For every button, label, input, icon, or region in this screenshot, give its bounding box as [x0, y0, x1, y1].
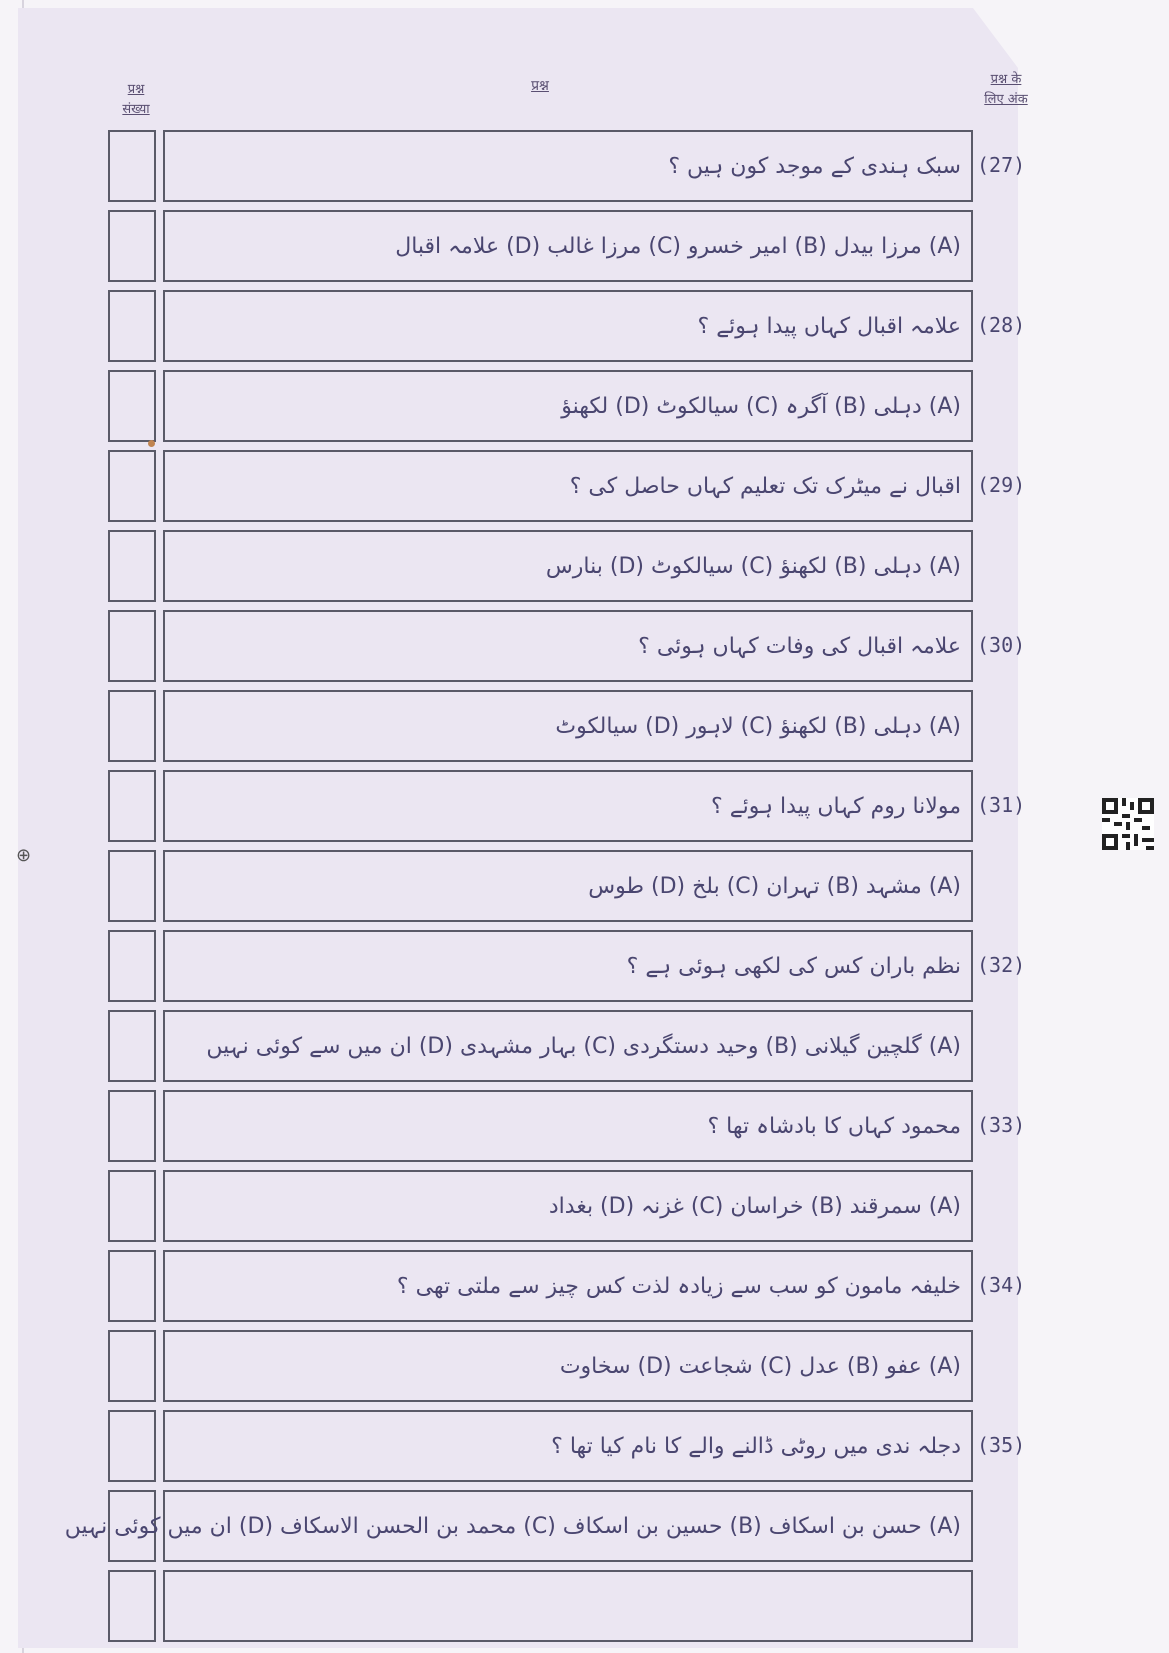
question-number-cell — [108, 1090, 156, 1162]
question-number-label — [977, 370, 1047, 442]
question-number-cell — [108, 1410, 156, 1482]
question-text-cell — [163, 690, 973, 762]
question-text-cell — [163, 1330, 973, 1402]
question-number-cell — [108, 130, 156, 202]
question-text: (A) مشہد (B) تہران (C) بلخ (D) طوس — [588, 874, 961, 899]
question-number-label — [977, 1490, 1047, 1562]
question-text-cell — [163, 850, 973, 922]
header-right-line2: लिए अंक — [984, 92, 1028, 107]
question-number-cell — [108, 530, 156, 602]
table-row — [108, 130, 1026, 204]
header-right-line1: प्रश्न के — [990, 72, 1022, 87]
header-marks — [968, 70, 1044, 110]
table-row — [108, 850, 974, 924]
header-left-line2: संख्या — [122, 102, 150, 117]
question-number-cell — [108, 1010, 156, 1082]
header-left-line1: प्रश्न — [127, 82, 145, 97]
question-number-cell — [108, 930, 156, 1002]
question-text-cell — [163, 130, 973, 202]
question-text: خلیفہ مامون کو سب سے زیادہ لذت کس چیز سے ملتی تھی ؟ — [396, 1274, 961, 1299]
question-text-cell — [163, 210, 973, 282]
question-number-label: (30) — [977, 633, 1026, 657]
question-text: مولانا روم کہاں پیدا ہوئے ؟ — [711, 794, 961, 819]
question-table — [64, 130, 1026, 1650]
question-number-label — [977, 1570, 1047, 1642]
question-text — [177, 1572, 961, 1640]
table-row — [108, 1010, 974, 1084]
table-row — [108, 1170, 974, 1244]
question-text: (A) عفو (B) عدل (C) شجاعت (D) سخاوت — [559, 1354, 961, 1379]
question-number-label — [977, 1010, 1047, 1082]
question-number-label: (27) — [977, 153, 1026, 177]
question-text: دجلہ ندی میں روٹی ڈالنے والے کا نام کیا تھا ؟ — [551, 1434, 961, 1459]
table-row — [108, 370, 974, 444]
question-number-cell — [108, 1330, 156, 1402]
question-number-cell — [108, 210, 156, 282]
header-question-number — [108, 80, 164, 120]
question-number-label — [977, 690, 1047, 762]
qr-code-icon — [1102, 798, 1154, 850]
table-row — [108, 610, 1026, 684]
question-text: (A) دہلی (B) آگرہ (C) سیالکوٹ (D) لکھنؤ — [561, 394, 961, 419]
question-text-cell — [163, 290, 973, 362]
table-row — [64, 1490, 974, 1564]
question-number-label: (31) — [977, 793, 1026, 817]
question-number-label: (34) — [977, 1273, 1026, 1297]
question-text: (A) گلچین گیلانی (B) وحید دستگردی (C) بہار مشہدی (D) ان میں سے کوئی نہیں — [206, 1034, 961, 1059]
question-text-cell — [163, 930, 973, 1002]
question-number-label — [977, 210, 1047, 282]
question-number-label: (33) — [977, 1113, 1026, 1137]
question-number-cell — [108, 370, 156, 442]
question-text-cell — [163, 1170, 973, 1242]
question-text: محمود کہاں کا بادشاہ تھا ؟ — [707, 1114, 961, 1139]
question-text: علامہ اقبال کی وفات کہاں ہوئی ؟ — [638, 634, 961, 659]
question-number-cell — [108, 770, 156, 842]
table-row — [108, 530, 974, 604]
question-number-label — [977, 1170, 1047, 1242]
question-number-cell — [108, 290, 156, 362]
question-number-cell — [108, 850, 156, 922]
question-text-cell — [163, 770, 973, 842]
question-number-cell — [108, 1570, 156, 1642]
question-text: اقبال نے میٹرک تک تعلیم کہاں حاصل کی ؟ — [569, 474, 961, 499]
table-row — [108, 690, 974, 764]
header-question — [500, 76, 580, 96]
table-row — [108, 1570, 974, 1644]
question-number-label: (32) — [977, 953, 1026, 977]
table-row — [108, 1410, 1026, 1484]
question-text: (A) دہلی (B) لکھنؤ (C) لاہور (D) سیالکوٹ — [555, 714, 961, 739]
question-number-cell — [108, 690, 156, 762]
table-row — [108, 1250, 1026, 1324]
question-text-cell — [64, 1490, 973, 1562]
question-text-cell — [163, 370, 973, 442]
question-text-cell — [163, 1010, 973, 1082]
question-text-cell — [163, 1410, 973, 1482]
question-number-label: (28) — [977, 313, 1026, 337]
table-row — [108, 770, 1026, 844]
table-row — [108, 210, 974, 284]
question-text: علامہ اقبال کہاں پیدا ہوئے ؟ — [697, 314, 961, 339]
question-number-label — [977, 850, 1047, 922]
question-text-cell — [163, 1570, 973, 1642]
question-text-cell — [163, 1250, 973, 1322]
question-text: (A) حسن بن اسکاف (B) حسین بن اسکاف (C) محمد بن الحسن الاسکاف (D) ان میں کوئی نہیں — [64, 1514, 961, 1539]
question-number-label: (35) — [977, 1433, 1026, 1457]
question-number-cell — [108, 610, 156, 682]
question-text: نظم باران کس کی لکھی ہوئی ہے ؟ — [626, 954, 961, 979]
question-number-label — [977, 1330, 1047, 1402]
ink-spot — [148, 440, 155, 447]
table-row — [108, 450, 1026, 524]
table-row — [108, 290, 1026, 364]
header-middle-label: प्रश्न — [531, 78, 549, 94]
question-number-label: (29) — [977, 473, 1026, 497]
question-text-cell — [163, 610, 973, 682]
question-number-label — [977, 530, 1047, 602]
table-row — [108, 930, 1026, 1004]
question-text-cell — [163, 450, 973, 522]
question-text: (A) دہلی (B) لکھنؤ (C) سیالکوٹ (D) بنارس — [545, 554, 961, 579]
question-number-cell — [108, 1170, 156, 1242]
table-row — [108, 1330, 974, 1404]
question-text-cell — [163, 530, 973, 602]
question-text: (A) مرزا بیدل (B) امیر خسرو (C) مرزا غالب (D) علامہ اقبال — [395, 234, 961, 259]
question-number-cell — [108, 450, 156, 522]
table-row — [108, 1090, 1026, 1164]
globe-icon: ⊕ — [16, 845, 32, 866]
question-text: (A) سمرقند (B) خراسان (C) غزنہ (D) بغداد — [548, 1194, 961, 1219]
question-number-cell — [108, 1250, 156, 1322]
question-text: سبک ہندی کے موجد کون ہیں ؟ — [668, 154, 961, 179]
question-text-cell — [163, 1090, 973, 1162]
